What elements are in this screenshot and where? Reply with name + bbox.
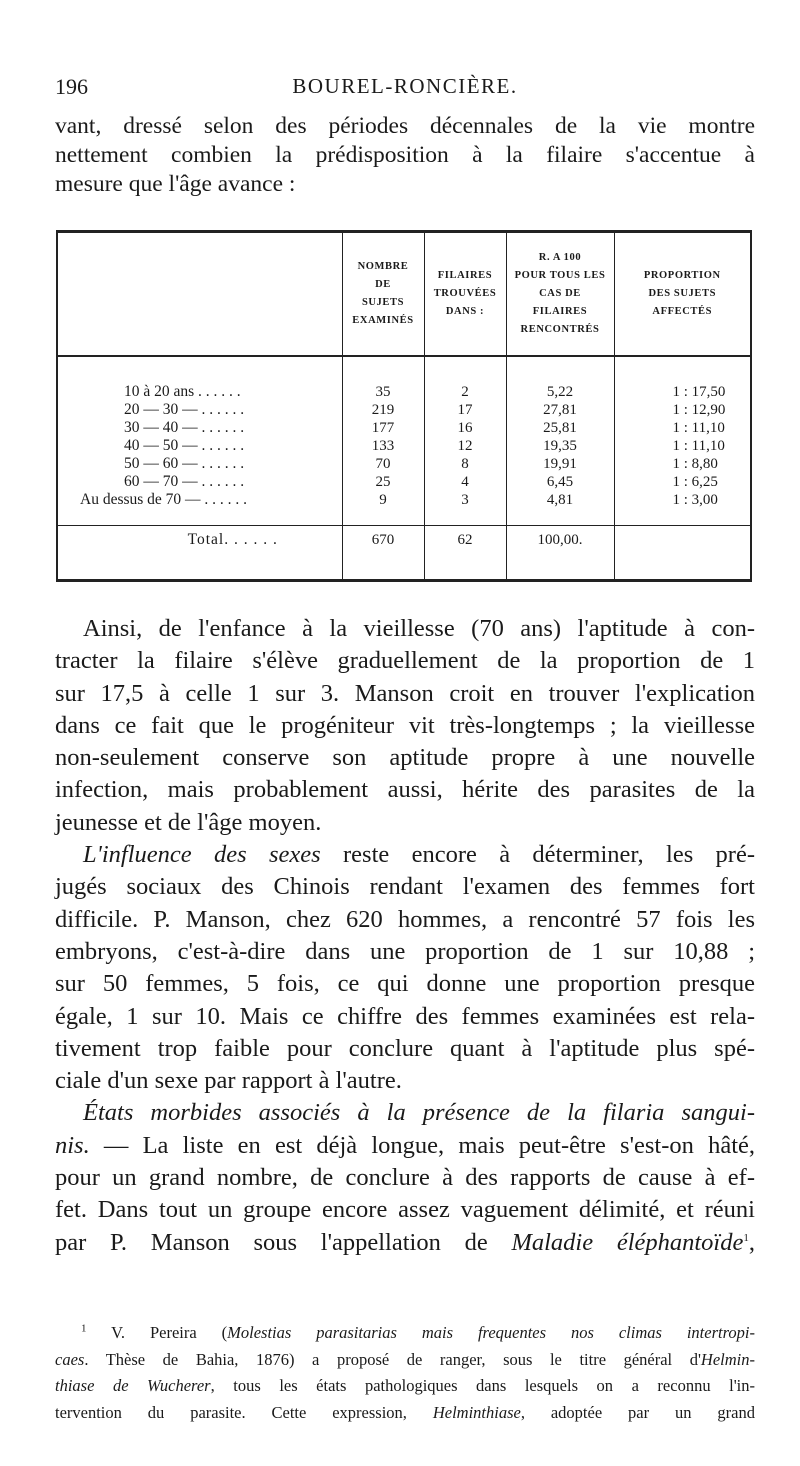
footnote-line: caes. Thèse de Bahia, 1876) a proposé de ranger, sous le titre général d'Helmin- — [55, 1349, 755, 1369]
footnote-ref: 1 — [743, 1231, 749, 1244]
table-row: 20 — 30 — . . . . . . 219 17 27,81 1 : 12,90 — [58, 401, 750, 419]
etats-title: États morbides associés à la présence de la filaria sangui- — [83, 1099, 755, 1127]
table-row: 50 — 60 — . . . . . . 70 8 19,91 1 : 8,80 — [58, 455, 750, 473]
intro-paragraph — [55, 112, 755, 199]
table-row: Au dessus de 70 — . . . . . . 9 3 4,81 1 : 3,00 — [58, 491, 750, 509]
text-line: pour un grand nombre, de conclure à des rapports de cause à ef- — [55, 1164, 755, 1192]
text-line: non-seulement conserve son aptitude propre à une nouvelle — [55, 744, 755, 772]
table-header-row — [58, 233, 750, 356]
body-text — [55, 613, 755, 1259]
header-blank — [58, 233, 342, 356]
text-line: dans ce fait que le progéniteur vit très-longtemps ; la vieillesse — [55, 711, 755, 739]
page-number: 196 — [55, 74, 88, 99]
footnote-line: tervention du parasite. Cette expression, Helminthiase, adoptée par un grand — [55, 1402, 755, 1422]
data-table — [56, 230, 752, 582]
text-line: tracter la filaire s'élève graduellement de la proportion de 1 — [55, 647, 755, 675]
header-examined: NOMBRE DE SUJETS EXAMINÉS — [342, 233, 424, 356]
text-line: sur 50 femmes, 5 fois, ce qui donne une proportion presque — [55, 970, 755, 998]
text-line: embryons, c'est-à-dire dans une proportion de 1 sur 10,88 ; — [55, 937, 755, 965]
header-proportion: PROPORTION DES SUJETS AFFECTÉS — [614, 233, 750, 356]
table-row: 30 — 40 — . . . . . . 177 16 25,81 1 : 11,10 — [58, 419, 750, 437]
text-line: nettement combien la prédisposition à la filaire s'accentue à — [55, 142, 755, 168]
text-line: Ainsi, de l'enfance à la vieillesse (70 ans) l'aptitude à con- — [83, 615, 755, 642]
sexes-title: L'influence des sexes — [83, 841, 321, 869]
running-title: BOUREL-RONCIÈRE. — [292, 74, 518, 98]
text-line: sur 17,5 à celle 1 sur 3. Manson croit en trouver l'explication — [55, 679, 755, 707]
table-row: 60 — 70 — . . . . . . 25 4 6,45 1 : 6,25 — [58, 473, 750, 491]
page-header — [55, 74, 755, 104]
text-line: mesure que l'âge avance : — [55, 171, 296, 197]
header-percent: R. A 100 POUR TOUS LES CAS DE FILAIRES RENCONTRÉS — [506, 233, 614, 356]
footnote-line: $^1$ V. Pereira (Molestias parasitarias mais frequentes nos climas intertropi- — [81, 1322, 755, 1342]
text-line: jugés sociaux des Chinois rendant l'examen des femmes fort — [55, 873, 755, 901]
table-row: 40 — 50 — . . . . . . 133 12 19,35 1 : 11,10 — [58, 437, 750, 455]
header-found: FILAIRES TROUVÉES DANS : — [424, 233, 506, 356]
text-line: jeunesse et de l'âge moyen. — [55, 808, 322, 836]
text-line: fet. Dans tout un groupe encore assez vaguement délimité, et réuni — [55, 1196, 755, 1224]
text-line: nis. — La liste en est déjà longue, mais peut-être s'est-on hâté, — [55, 1131, 755, 1159]
footnote — [55, 1320, 755, 1426]
text-line: infection, mais probablement aussi, hérite des parasites de la — [55, 776, 755, 804]
table-row: 10 à 20 ans . . . . . . 35 2 5,22 1 : 17,50 — [58, 383, 750, 401]
text-line: ciale d'un sexe par rapport à l'autre. — [55, 1067, 402, 1095]
text-line: difficile. P. Manson, chez 620 hommes, a rencontré 57 fois les — [55, 905, 755, 933]
footnote-mark: 1 — [81, 1322, 87, 1335]
text-line: par P. Manson sous l'appellation de Maladie éléphantoïde$^1$, — [55, 1228, 755, 1256]
table-total-row: Total. . . . . . 670 62 100,00. — [58, 526, 750, 555]
footnote-line: thiase de Wucherer, tous les états pathologiques dans lesquels on a reconnu l'in- — [55, 1376, 755, 1395]
text-line: L'influence des sexes reste encore à déterminer, les pré- — [83, 841, 755, 869]
text-line: égale, 1 sur 10. Mais ce chiffre des femmes examinées est rela- — [55, 1002, 755, 1030]
text-line: vant, dressé selon des périodes décennales de la vie montre — [55, 113, 755, 139]
text-line: tivement trop faible pour conclure quant à l'aptitude plus spé- — [55, 1034, 755, 1062]
